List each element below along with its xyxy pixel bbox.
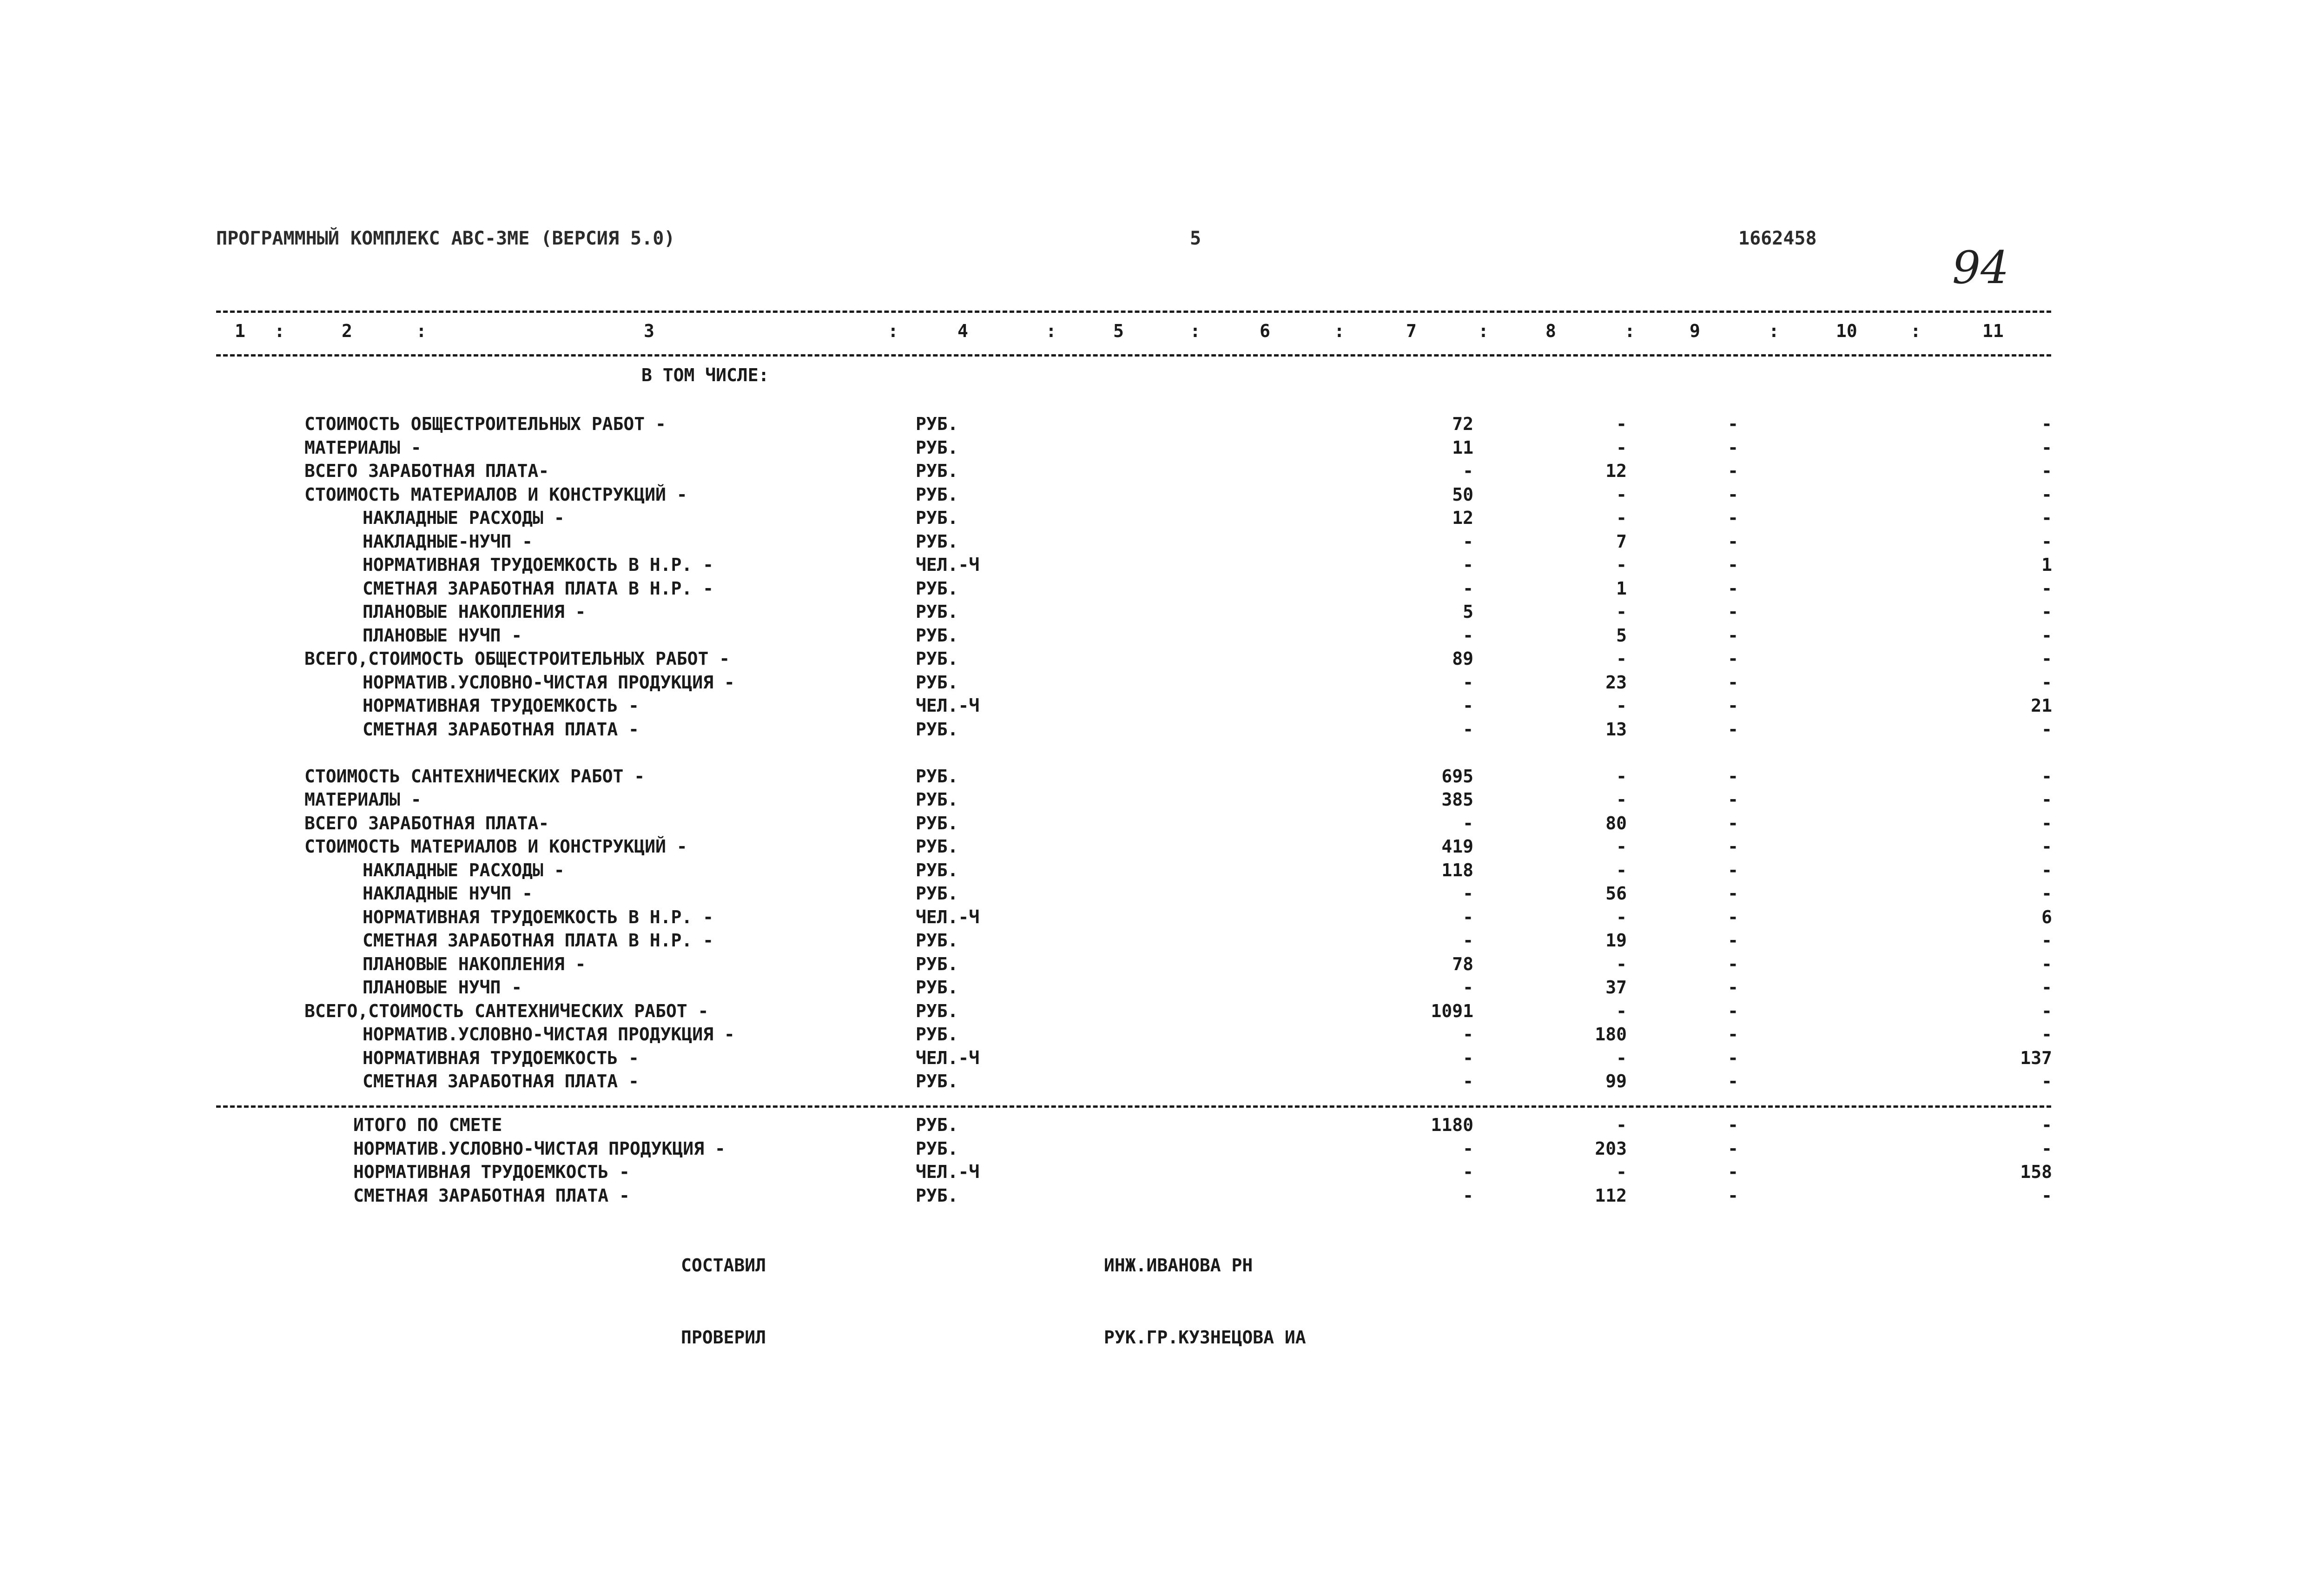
col9-value: - (1728, 578, 1738, 599)
checked-label: ПРОВЕРИЛ (681, 1327, 766, 1348)
col11-value: - (2041, 602, 2052, 622)
col7-value: - (1463, 555, 1473, 575)
col8-value: 112 (1595, 1185, 1627, 1206)
column-number: 5 (1113, 321, 1124, 341)
col9-value: - (1728, 1001, 1738, 1021)
table-row (0, 1138, 2324, 1162)
row-unit: РУБ. (916, 766, 958, 787)
col9-value: - (1728, 437, 1738, 458)
row-label: ВСЕГО ЗАРАБОТНАЯ ПЛАТА- (304, 461, 549, 481)
col8-value: - (1616, 907, 1627, 927)
col7-value: - (1463, 578, 1473, 599)
row-unit: РУБ. (916, 836, 958, 857)
table-row (0, 1115, 2324, 1138)
column-number: 11 (1982, 321, 2004, 341)
col7-value: - (1463, 719, 1473, 740)
column-number: 7 (1406, 321, 1417, 341)
row-unit: РУБ. (916, 672, 958, 693)
col7-value: - (1463, 625, 1473, 646)
col8-value: 13 (1605, 719, 1627, 740)
col11-value: - (2041, 625, 2052, 646)
compiled-name: ИНЖ.ИВАНОВА РН (1104, 1255, 1253, 1276)
row-label: СМЕТНАЯ ЗАРАБОТНАЯ ПЛАТА - (363, 1071, 639, 1091)
row-label: НОРМАТИВНАЯ ТРУДОЕМКОСТЬ - (353, 1162, 630, 1182)
col9-value: - (1728, 625, 1738, 646)
column-separator: : (274, 321, 285, 341)
row-unit: РУБ. (916, 437, 958, 458)
table-row (0, 672, 2324, 695)
col11-value: - (2041, 1185, 2052, 1206)
col9-value: - (1728, 648, 1738, 669)
row-unit: РУБ. (916, 484, 958, 505)
table-row (0, 625, 2324, 648)
col11-value: - (2041, 860, 2052, 880)
col8-value: - (1616, 437, 1627, 458)
row-label: НАКЛАДНЫЕ НУЧП - (363, 883, 533, 904)
row-unit: РУБ. (916, 977, 958, 998)
col7-value: 11 (1452, 437, 1473, 458)
table-row (0, 836, 2324, 860)
table-row (0, 602, 2324, 625)
col8-value: - (1616, 954, 1627, 974)
column-number: 2 (342, 321, 352, 341)
row-unit: РУБ. (916, 1115, 958, 1135)
column-separator: : (1910, 321, 1921, 341)
col8-value: - (1616, 695, 1627, 716)
col7-value: - (1463, 977, 1473, 998)
col7-value: 385 (1441, 789, 1473, 810)
row-label: НАКЛАДНЫЕ РАСХОДЫ - (363, 508, 565, 528)
table-row (0, 883, 2324, 906)
row-unit: РУБ. (916, 1024, 958, 1045)
col8-value: 19 (1605, 930, 1627, 951)
row-label: НОРМАТИВНАЯ ТРУДОЕМКОСТЬ - (363, 1048, 639, 1068)
col7-value: - (1463, 1138, 1473, 1159)
program-title: ПРОГРАММНЫЙ КОМПЛЕКС АВС-ЗМЕ (ВЕРСИЯ 5.0) (216, 228, 675, 249)
compiled-label: СОСТАВИЛ (681, 1255, 766, 1276)
row-unit: ЧЕЛ.-Ч (916, 1048, 980, 1068)
col7-value: - (1463, 813, 1473, 833)
row-label: ПЛАНОВЫЕ НАКОПЛЕНИЯ - (363, 602, 586, 622)
col8-value: - (1616, 1162, 1627, 1182)
row-unit: ЧЕЛ.-Ч (916, 555, 980, 575)
col9-value: - (1728, 719, 1738, 740)
row-unit: РУБ. (916, 648, 958, 669)
col9-value: - (1728, 484, 1738, 505)
row-label: НОРМАТИВ.УСЛОВНО-ЧИСТАЯ ПРОДУКЦИЯ - (353, 1138, 726, 1159)
col7-value: - (1463, 1162, 1473, 1182)
col9-value: - (1728, 602, 1738, 622)
col9-value: - (1728, 1138, 1738, 1159)
col7-value: - (1463, 531, 1473, 552)
row-unit: РУБ. (916, 531, 958, 552)
row-unit: РУБ. (916, 719, 958, 740)
col7-value: 72 (1452, 414, 1473, 434)
row-unit: РУБ. (916, 813, 958, 833)
table-row (0, 1024, 2324, 1047)
col9-value: - (1728, 907, 1738, 927)
table-row (0, 813, 2324, 836)
table-row (0, 1162, 2324, 1185)
col11-value: - (2041, 1115, 2052, 1135)
col8-value: 37 (1605, 977, 1627, 998)
col11-value: - (2041, 672, 2052, 693)
row-label: МАТЕРИАЛЫ - (304, 789, 422, 810)
table-row (0, 719, 2324, 742)
row-unit: РУБ. (916, 1185, 958, 1206)
col11-value: - (2041, 1024, 2052, 1045)
col8-value: 23 (1605, 672, 1627, 693)
column-separator: : (1190, 321, 1201, 341)
col8-value: - (1616, 414, 1627, 434)
col7-value: - (1463, 907, 1473, 927)
table-row (0, 1048, 2324, 1071)
table-row (0, 1071, 2324, 1094)
column-separator: : (1046, 321, 1056, 341)
col9-value: - (1728, 766, 1738, 787)
col8-value: 5 (1616, 625, 1627, 646)
row-label: НОРМАТИВ.УСЛОВНО-ЧИСТАЯ ПРОДУКЦИЯ - (363, 1024, 735, 1045)
row-label: МАТЕРИАЛЫ - (304, 437, 422, 458)
table-row (0, 789, 2324, 813)
col9-value: - (1728, 813, 1738, 833)
row-label: НАКЛАДНЫЕ-НУЧП - (363, 531, 533, 552)
col11-value: 158 (2020, 1162, 2052, 1182)
column-number: 10 (1836, 321, 1857, 341)
col8-value: - (1616, 648, 1627, 669)
col8-value: 99 (1605, 1071, 1627, 1091)
row-unit: РУБ. (916, 1071, 958, 1091)
col11-value: 6 (2041, 907, 2052, 927)
col11-value: 137 (2020, 1048, 2052, 1068)
row-unit: РУБ. (916, 578, 958, 599)
col9-value: - (1728, 531, 1738, 552)
col11-value: - (2041, 836, 2052, 857)
header-bottom-rule (216, 354, 2051, 357)
row-label: ВСЕГО,СТОИМОСТЬ ОБЩЕСТРОИТЕЛЬНЫХ РАБОТ - (304, 648, 730, 669)
row-label: ВСЕГО ЗАРАБОТНАЯ ПЛАТА- (304, 813, 549, 833)
col8-value: 203 (1595, 1138, 1627, 1159)
col7-value: 50 (1452, 484, 1473, 505)
col11-value: - (2041, 578, 2052, 599)
row-unit: РУБ. (916, 1001, 958, 1021)
page-number: 5 (1190, 228, 1202, 249)
col11-value: - (2041, 954, 2052, 974)
table-row (0, 437, 2324, 461)
col11-value: - (2041, 437, 2052, 458)
col11-value: 1 (2041, 555, 2052, 575)
table-row (0, 954, 2324, 977)
col8-value: - (1616, 1048, 1627, 1068)
col11-value: - (2041, 789, 2052, 810)
col7-value: 1091 (1431, 1001, 1473, 1021)
col11-value: - (2041, 648, 2052, 669)
col9-value: - (1728, 461, 1738, 481)
header-top-rule (216, 311, 2051, 313)
table-row (0, 977, 2324, 1000)
row-unit: РУБ. (916, 414, 958, 434)
row-label: НАКЛАДНЫЕ РАСХОДЫ - (363, 860, 565, 880)
row-unit: ЧЕЛ.-Ч (916, 1162, 980, 1182)
col7-value: - (1463, 883, 1473, 904)
col7-value: 118 (1441, 860, 1473, 880)
col8-value: - (1616, 602, 1627, 622)
table-row (0, 508, 2324, 531)
col11-value: - (2041, 883, 2052, 904)
col11-value: - (2041, 461, 2052, 481)
totals-rule (216, 1105, 2051, 1108)
row-unit: РУБ. (916, 602, 958, 622)
column-number: 8 (1545, 321, 1556, 341)
row-unit: РУБ. (916, 883, 958, 904)
col9-value: - (1728, 789, 1738, 810)
row-unit: РУБ. (916, 508, 958, 528)
column-number: 1 (235, 321, 245, 341)
col8-value: - (1616, 836, 1627, 857)
col7-value: - (1463, 1185, 1473, 1206)
table-row (0, 930, 2324, 953)
col11-value: - (2041, 531, 2052, 552)
col9-value: - (1728, 414, 1738, 434)
col7-value: - (1463, 672, 1473, 693)
column-separator: : (416, 321, 427, 341)
row-unit: РУБ. (916, 860, 958, 880)
row-label: СМЕТНАЯ ЗАРАБОТНАЯ ПЛАТА В Н.Р. - (363, 930, 713, 951)
col11-value: - (2041, 1071, 2052, 1091)
col9-value: - (1728, 977, 1738, 998)
col9-value: - (1728, 508, 1738, 528)
col8-value: - (1616, 508, 1627, 528)
col8-value: 180 (1595, 1024, 1627, 1045)
col11-value: - (2041, 484, 2052, 505)
col9-value: - (1728, 954, 1738, 974)
col11-value: - (2041, 766, 2052, 787)
table-row (0, 695, 2324, 719)
col7-value: - (1463, 695, 1473, 716)
section-caption: В ТОМ ЧИСЛЕ: (641, 365, 769, 385)
row-label: НОРМАТИВНАЯ ТРУДОЕМКОСТЬ В Н.Р. - (363, 907, 713, 927)
row-unit: РУБ. (916, 1138, 958, 1159)
col7-value: - (1463, 1048, 1473, 1068)
col8-value: - (1616, 555, 1627, 575)
col9-value: - (1728, 1185, 1738, 1206)
col7-value: 12 (1452, 508, 1473, 528)
col7-value: 89 (1452, 648, 1473, 669)
row-label: СТОИМОСТЬ САНТЕХНИЧЕСКИХ РАБОТ - (304, 766, 645, 787)
col7-value: - (1463, 1024, 1473, 1045)
handwritten-sheet-number: 94 (1952, 242, 2009, 294)
col9-value: - (1728, 1162, 1738, 1182)
table-row (0, 1001, 2324, 1024)
col11-value: - (2041, 414, 2052, 434)
table-row (0, 766, 2324, 789)
row-label: СМЕТНАЯ ЗАРАБОТНАЯ ПЛАТА - (353, 1185, 630, 1206)
col9-value: - (1728, 1048, 1738, 1068)
col7-value: - (1463, 930, 1473, 951)
row-unit: РУБ. (916, 789, 958, 810)
table-row (0, 461, 2324, 484)
row-unit: ЧЕЛ.-Ч (916, 907, 980, 927)
row-label: СТОИМОСТЬ МАТЕРИАЛОВ И КОНСТРУКЦИЙ - (304, 484, 687, 505)
column-separator: : (1624, 321, 1635, 341)
col11-value: - (2041, 930, 2052, 951)
col11-value: - (2041, 813, 2052, 833)
col9-value: - (1728, 930, 1738, 951)
col8-value: - (1616, 766, 1627, 787)
table-row (0, 648, 2324, 672)
row-unit: РУБ. (916, 930, 958, 951)
column-separator: : (1478, 321, 1489, 341)
col11-value: - (2041, 508, 2052, 528)
col11-value: - (2041, 977, 2052, 998)
table-row (0, 907, 2324, 930)
row-label: НОРМАТИВ.УСЛОВНО-ЧИСТАЯ ПРОДУКЦИЯ - (363, 672, 735, 693)
column-separator: : (1334, 321, 1345, 341)
column-number: 6 (1260, 321, 1270, 341)
column-separator: : (888, 321, 898, 341)
table-row (0, 414, 2324, 437)
col9-value: - (1728, 860, 1738, 880)
row-label: ПЛАНОВЫЕ НУЧП - (363, 625, 522, 646)
table-row (0, 484, 2324, 508)
col8-value: - (1616, 860, 1627, 880)
col9-value: - (1728, 836, 1738, 857)
table-row (0, 860, 2324, 883)
row-unit: РУБ. (916, 625, 958, 646)
col9-value: - (1728, 883, 1738, 904)
col11-value: 21 (2031, 695, 2052, 716)
col7-value: 5 (1463, 602, 1473, 622)
row-label: СТОИМОСТЬ ОБЩЕСТРОИТЕЛЬНЫХ РАБОТ - (304, 414, 666, 434)
col9-value: - (1728, 695, 1738, 716)
table-row (0, 1185, 2324, 1209)
column-number: 4 (957, 321, 968, 341)
col8-value: - (1616, 1115, 1627, 1135)
col9-value: - (1728, 1115, 1738, 1135)
table-row (0, 555, 2324, 578)
col7-value: 419 (1441, 836, 1473, 857)
table-row (0, 531, 2324, 555)
col9-value: - (1728, 1071, 1738, 1091)
col11-value: - (2041, 1001, 2052, 1021)
row-unit: РУБ. (916, 461, 958, 481)
row-label: НОРМАТИВНАЯ ТРУДОЕМКОСТЬ - (363, 695, 639, 716)
col8-value: - (1616, 1001, 1627, 1021)
row-label: ИТОГО ПО СМЕТЕ (353, 1115, 502, 1135)
col7-value: - (1463, 1071, 1473, 1091)
row-label: СМЕТНАЯ ЗАРАБОТНАЯ ПЛАТА В Н.Р. - (363, 578, 713, 599)
row-label: НОРМАТИВНАЯ ТРУДОЕМКОСТЬ В Н.Р. - (363, 555, 713, 575)
row-label: ВСЕГО,СТОИМОСТЬ САНТЕХНИЧЕСКИХ РАБОТ - (304, 1001, 709, 1021)
col8-value: 7 (1616, 531, 1627, 552)
col9-value: - (1728, 672, 1738, 693)
col7-value: 1180 (1431, 1115, 1473, 1135)
document-code: 1662458 (1738, 228, 1817, 249)
row-label: СТОИМОСТЬ МАТЕРИАЛОВ И КОНСТРУКЦИЙ - (304, 836, 687, 857)
col7-value: - (1463, 461, 1473, 481)
col8-value: - (1616, 484, 1627, 505)
col8-value: 80 (1605, 813, 1627, 833)
col11-value: - (2041, 1138, 2052, 1159)
column-separator: : (1769, 321, 1779, 341)
col9-value: - (1728, 555, 1738, 575)
column-number: 3 (644, 321, 654, 341)
column-header-row (0, 321, 2324, 344)
checked-name: РУК.ГР.КУЗНЕЦОВА ИА (1104, 1327, 1306, 1348)
column-number: 9 (1690, 321, 1700, 341)
col8-value: - (1616, 789, 1627, 810)
row-label: СМЕТНАЯ ЗАРАБОТНАЯ ПЛАТА - (363, 719, 639, 740)
col11-value: - (2041, 719, 2052, 740)
row-unit: РУБ. (916, 954, 958, 974)
col7-value: 695 (1441, 766, 1473, 787)
col9-value: - (1728, 1024, 1738, 1045)
col7-value: 78 (1452, 954, 1473, 974)
table-row (0, 578, 2324, 602)
col8-value: 1 (1616, 578, 1627, 599)
row-unit: ЧЕЛ.-Ч (916, 695, 980, 716)
col8-value: 12 (1605, 461, 1627, 481)
row-label: ПЛАНОВЫЕ НУЧП - (363, 977, 522, 998)
col8-value: 56 (1605, 883, 1627, 904)
row-label: ПЛАНОВЫЕ НАКОПЛЕНИЯ - (363, 954, 586, 974)
